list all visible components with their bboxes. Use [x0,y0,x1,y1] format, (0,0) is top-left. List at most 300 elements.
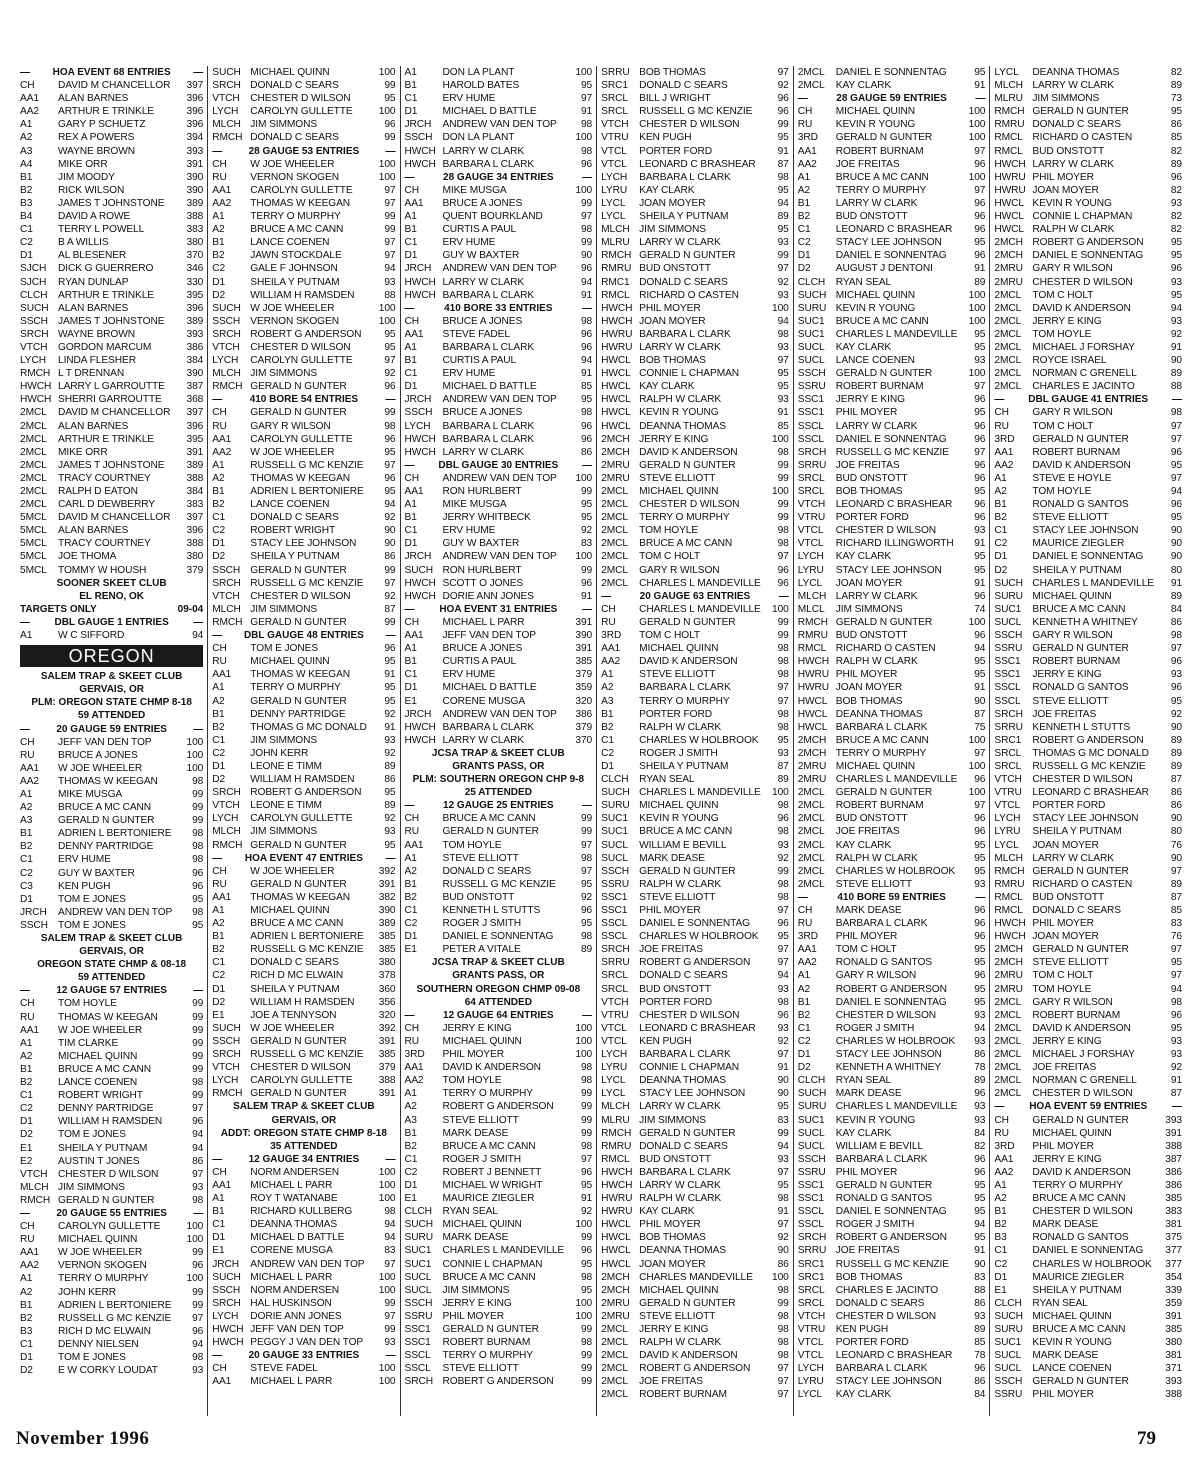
shooter-name: RON HURLBERT [442,486,522,497]
class-code: B1 [404,878,417,890]
score: 96 [580,158,593,170]
result-row [212,1048,395,1061]
score: 391 [1165,1127,1182,1139]
result-row [405,1166,593,1179]
result-row [212,747,395,760]
shooter-name: RON HURLBERT [442,564,522,576]
result-row [212,341,395,354]
score: 99 [777,472,789,484]
result-row [20,289,203,302]
class-code: RMRU [601,1140,632,1152]
class-code: CLCH [994,1297,1022,1309]
score: 388 [186,472,204,484]
score: 90 [777,1088,789,1100]
shooter-name: RUSSELL G MC KENZIE [835,1258,949,1270]
shooter-name: BUD ONSTOTT [1032,891,1105,903]
result-row [405,1244,593,1257]
shooter-name: JAMES T JOHNSTONE [58,315,165,327]
result-row [601,773,789,786]
result-row [20,1063,203,1076]
dash-rule: — [582,1009,593,1021]
result-row [20,302,203,315]
score: 89 [777,211,789,223]
class-code: B1 [212,708,225,720]
result-row [20,867,203,880]
score: 96 [384,381,396,393]
class-code: D1 [797,1049,811,1061]
score: 382 [378,891,396,903]
class-code: SUCH [212,67,241,78]
result-row [20,762,203,775]
class-code: RMCH [212,1088,243,1100]
class-code: AA2 [20,775,39,787]
result-row [20,105,203,118]
score: 96 [1170,263,1182,275]
result-row [20,1128,203,1141]
shooter-name: RYAN SEAL [835,276,892,288]
club-info: GERVAIS, OR [79,946,144,958]
shooter-name: RICHARD ILLINGWORTH [835,538,954,550]
score: 100 [378,1376,396,1388]
score: 393 [186,328,204,340]
result-row [405,472,593,485]
result-row [405,852,593,865]
shooter-name: PORTER FORD [1032,800,1106,812]
shooter-name: DORIE ANN JONES [250,1310,342,1322]
score: 96 [974,420,986,432]
class-code: HWCH [404,276,436,288]
score: 93 [777,289,789,301]
shooter-name: GERALD N GUNTER [250,839,347,851]
shooter-name: JOE FREITAS [1032,1062,1097,1074]
result-row [994,969,1182,982]
class-code: SRCL [601,106,628,118]
shooter-name: ROBERT G ANDERSON [442,1376,554,1388]
score: 94 [974,1022,986,1034]
result-row [20,1259,203,1272]
class-code: LYCH [20,355,47,367]
score: 83 [777,1114,789,1126]
result-row [798,1153,986,1166]
class-code: RMCH [20,368,51,380]
class-code: B2 [404,1140,417,1152]
shooter-name: TERRY O MURPHY [1032,1179,1123,1191]
score: 391 [378,1035,396,1047]
shooter-name: SHEILA Y PUTNAM [250,983,340,995]
result-row [798,1140,986,1153]
shooter-name: RALPH W CLARK [1032,224,1115,236]
class-code: B1 [20,171,33,183]
result-row [601,943,789,956]
result-row [20,1168,203,1181]
score: 95 [974,551,986,563]
result-row [405,825,593,838]
result-row [798,1362,986,1375]
result-row [20,92,203,105]
class-code: 2MCL [994,315,1022,327]
class-code: SURU [601,800,630,812]
class-code: 5MCL [20,525,47,537]
score: 385 [378,931,396,943]
result-row [405,158,593,171]
class-code: SUCH [601,787,630,799]
result-row [798,210,986,223]
class-code: RMCH [212,616,243,628]
class-code: SSC1 [797,407,824,419]
shooter-name: CAROLYN GULLETTE [250,106,353,118]
class-code: HWCH [797,656,830,668]
class-code: A1 [404,643,417,655]
class-code: SUC1 [994,1337,1022,1349]
result-row [601,1349,789,1362]
class-code: RMRU [601,263,632,275]
shooter-name: RUSSELL G MC KENZIE [442,878,556,890]
class-code: MLCH [994,80,1023,92]
class-code: D1 [212,760,226,772]
result-row [994,433,1182,446]
result-row [601,917,789,930]
class-code: HWCH [601,315,633,327]
score: 93 [777,747,789,759]
shooter-name: MARK DEASE [442,1232,509,1244]
result-row [994,1179,1182,1192]
score: 100 [968,368,986,380]
score: 95 [384,328,396,340]
shooter-name: CARL D DEWBERRY [58,499,155,511]
targets-label: TARGETS ONLY [20,603,97,615]
score: 92 [777,1035,789,1047]
score: 100 [186,1234,204,1246]
score: 320 [575,695,593,707]
result-row [994,1153,1182,1166]
dash-rule: — [975,891,986,903]
dash-rule: — [193,985,204,997]
class-code: RU [797,918,813,930]
score: 388 [1165,1140,1182,1152]
class-code: SUCH [404,1219,433,1231]
score: 97 [580,93,593,105]
class-code: E1 [994,1284,1007,1296]
class-code: SSRU [994,643,1023,655]
result-row [20,393,203,406]
shooter-name: BOB THOMAS [639,355,706,367]
score: 354 [1165,1271,1182,1283]
dash-rule: — [975,93,986,105]
score: 359 [575,682,593,694]
score: 95 [777,381,789,393]
class-code: SSCL [404,1350,431,1362]
shooter-name: DICK G GUERRERO [58,263,154,275]
shooter-name: DONALD C SEARS [639,276,728,288]
shooter-name: STEVE ELLIOTT [835,878,913,890]
shooter-name: MICHAEL QUINN [1032,1310,1112,1322]
class-code: B2 [20,1077,33,1089]
result-row [798,1035,986,1048]
shooter-name: CHARLES W HOLBROOK [1032,1258,1152,1270]
class-code: SRCL [601,970,628,982]
result-row [798,642,986,655]
result-row [601,1192,789,1205]
class-code: LYCL [797,1389,823,1401]
class-code: HWCL [994,211,1024,223]
score: 100 [968,106,986,118]
shooter-name: RALPH W CLARK [835,852,918,864]
result-row [20,145,203,158]
class-code: 2MRU [601,1297,630,1309]
club-info: 59 ATTENDED [78,710,146,722]
class-code: CLCH [797,276,826,288]
shooter-name: STACY LEE JOHNSON [1032,813,1139,825]
result-row [798,511,986,524]
score: 377 [1165,1258,1182,1270]
shooter-name: GORDON MARCUM [58,341,152,353]
shooter-name: WAYNE BROWN [58,328,136,340]
score: 96 [384,643,396,655]
score: 80 [1170,826,1182,838]
score: 97 [384,184,396,196]
result-row [405,210,593,223]
result-row [994,197,1182,210]
class-code: A2 [20,132,33,144]
result-row [405,1284,593,1297]
shooter-name: LARRY W CLARK [639,237,721,249]
shooter-name: BOB THOMAS [639,1232,706,1244]
score: 91 [974,538,986,550]
class-code: SRCL [601,983,628,995]
shooter-name: BRUCE A JONES [442,407,523,419]
class-code: VTCH [601,119,629,131]
shooter-name: PHIL MOYER [1032,1140,1094,1152]
score: 95 [1170,695,1182,707]
class-code: AA2 [994,1166,1014,1178]
shooter-name: KENNETH L STUTTS [442,905,541,916]
result-row [601,223,789,236]
class-code: 2MCL [994,1022,1022,1034]
shooter-name: JOAN MOYER [639,197,706,209]
class-code: SRCL [994,747,1022,759]
shooter-name: RUSSELL G MC KENZIE [250,944,364,956]
class-code: 2MCL [994,1009,1022,1021]
result-row [212,236,395,249]
class-code: MLRU [601,237,630,249]
score: 95 [1170,289,1182,301]
shooter-name: DAVID K ANDERSON [639,1350,738,1362]
score: 383 [186,499,204,511]
shooter-name: AUSTIN T JONES [58,1155,140,1167]
class-code: D2 [20,1129,33,1141]
score: 98 [777,538,789,550]
shooter-name: CAROLYN GULLETTE [250,1075,353,1087]
class-code: VTCH [212,590,240,602]
class-code: LYCL [601,1075,626,1087]
class-code: B3 [994,1232,1007,1244]
class-code: SSCH [404,1297,433,1309]
shooter-name: ROGER J SMITH [442,918,522,930]
class-code: B2 [20,1312,33,1324]
result-row [994,1258,1182,1271]
class-code: A1 [20,1037,33,1049]
class-code: 2MRU [601,1310,630,1322]
class-code: C2 [20,1103,33,1115]
result-row [212,105,395,118]
class-code: A2 [797,983,811,995]
shooter-name: BRUCE A JONES [442,643,523,655]
class-code: 3RD [797,132,818,144]
shooter-name: JOE FREITAS [1032,708,1097,720]
result-row [601,1323,789,1336]
shooter-name: GERALD N GUNTER [639,459,736,471]
score: 89 [1170,158,1182,170]
class-code: D1 [20,1352,33,1363]
result-row [212,708,395,721]
result-row [601,197,789,210]
result-row [601,1310,789,1323]
shooter-name: RALPH D EATON [58,486,138,497]
score: 396 [186,525,204,537]
result-row [405,695,593,708]
shooter-name: ANDREW VAN DEN TOP [250,1258,365,1270]
result-row [20,906,203,919]
score: 95 [974,564,986,576]
shooter-name: JIM SIMMONS [250,368,318,380]
score: 96 [777,93,789,105]
class-code: CH [994,1114,1009,1126]
result-row [994,302,1182,315]
class-code: VTCH [20,1168,48,1180]
event-header [212,852,395,865]
class-code: SRCH [212,1049,241,1061]
class-code: 2MCL [20,407,47,419]
result-row [212,406,395,419]
class-code: SRC1 [797,1271,825,1283]
class-code: VTRU [601,1009,629,1021]
score: 392 [378,1022,396,1034]
result-row [212,1258,395,1271]
class-code: CLCH [20,289,48,301]
result-row [798,302,986,315]
shooter-name: CHARLES W HOLBROOK [639,734,759,746]
shooter-name: MICHAEL D BATTLE [442,106,537,118]
shooter-name: LEONARD C BRASHEAR [639,1022,756,1034]
class-code: RMCL [994,905,1023,916]
result-row [405,289,593,302]
score: 95 [1170,237,1182,249]
shooter-name: CHARLES W HOLBROOK [835,865,956,877]
result-row [212,79,395,92]
result-row [212,210,395,223]
class-code: SUCL [404,1271,432,1283]
score: 92 [777,1232,789,1244]
result-row [601,1074,789,1087]
result-row [212,1061,395,1074]
class-code: LYRU [601,184,628,196]
score: 100 [772,302,789,314]
club-info: OREGON STATE CHMP & 08-18 [37,959,187,971]
class-code: A2 [404,1101,417,1113]
shooter-name: MICHAEL QUINN [250,656,330,668]
result-row [212,839,395,852]
score: 99 [192,802,204,814]
shooter-name: SHEILA Y PUTNAM [58,1142,148,1154]
class-code: A1 [404,211,417,223]
class-code: LYCH [212,1310,239,1322]
shooter-name: PHIL MOYER [835,407,898,419]
class-code: D1 [994,1271,1008,1283]
shooter-name: BRUCE A MC CANN [1032,603,1126,615]
score: 92 [580,891,593,903]
class-code: 2MCL [601,1337,628,1349]
score: 97 [384,1258,396,1270]
shooter-name: DEANNA THOMAS [639,1075,726,1087]
dash-rule: — [797,891,808,903]
shooter-name: GERALD N GUNTER [250,564,347,576]
shooter-name: RUSSELL G MC KENZIE [250,459,364,471]
shooter-name: PHIL MOYER [1032,171,1094,183]
shooter-name: ANDREW VAN DEN TOP [442,263,557,275]
score: 86 [1170,800,1182,812]
shooter-name: JIM SIMMONS [58,1181,125,1193]
class-code: RU [404,826,420,838]
shooter-name: BUD ONSTOTT [639,263,711,275]
result-row [212,1022,395,1035]
class-code: B1 [797,197,811,209]
class-code: SSRU [601,878,630,890]
score: 100 [575,184,593,196]
score: 98 [777,1350,789,1362]
shooter-name: WILLIAM E BEVILL [835,1140,924,1152]
shooter-name: GERALD N GUNTER [639,250,736,262]
shooter-name: LARRY W CLARK [1032,80,1114,92]
shooter-name: MARK DEASE [639,852,705,864]
result-row [994,1048,1182,1061]
shooter-name: BUD ONSTOTT [835,472,908,484]
result-row [798,747,986,760]
score: 97 [1170,944,1182,956]
result-row [405,380,593,393]
class-code: 2MCL [20,486,47,497]
score: 85 [1170,132,1182,144]
class-code: SRCH [20,328,49,340]
score: 99 [777,865,789,877]
class-code: 2MRU [601,459,630,471]
shooter-name: BARBARA L CLARK [639,171,731,183]
result-row [601,1375,789,1388]
class-code: VTRU [797,512,826,524]
class-code: SUCL [994,1350,1022,1362]
class-code: 3RD [994,1140,1015,1152]
dash-rule: — [404,302,415,314]
result-row [212,786,395,799]
result-row [405,943,593,956]
score: 100 [575,472,593,484]
class-code: SRRU [994,721,1023,733]
result-row [20,997,203,1010]
class-code: 2MCL [797,80,825,92]
result-row [20,1142,203,1155]
class-code: SUC1 [404,1245,432,1257]
shooter-name: ADRIEN L BERTONIERE [250,931,364,943]
score: 99 [384,1324,396,1335]
class-code: B1 [404,512,417,524]
score: 97 [580,839,593,851]
shooter-name: DANIEL E SONNENTAG [835,67,947,78]
shooter-name: GERALD N GUNTER [250,1088,347,1100]
shooter-name: STACY LEE JOHNSON [250,538,357,550]
shooter-name: TERRY O MURPHY [442,1350,533,1362]
shooter-name: RALPH W CLARK [835,656,918,668]
class-code: D1 [404,381,418,393]
score: 99 [580,813,593,825]
